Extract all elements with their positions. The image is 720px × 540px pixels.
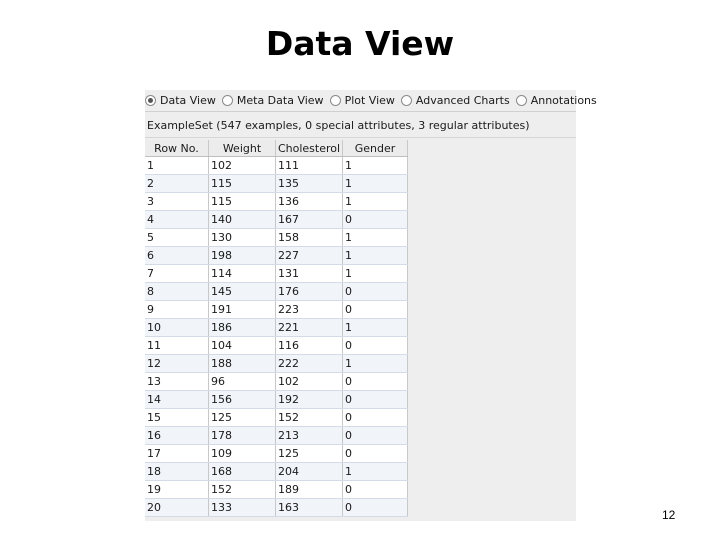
table-cell[interactable]: 1: [343, 229, 408, 247]
table-cell[interactable]: 221: [276, 319, 343, 337]
slide-title: Data View: [265, 24, 455, 63]
table-cell[interactable]: 0: [343, 481, 408, 499]
table-cell[interactable]: 19: [145, 481, 209, 499]
table-row[interactable]: [145, 229, 408, 247]
column-header-weight[interactable]: Weight: [209, 140, 276, 157]
table-cell[interactable]: 9: [145, 301, 209, 319]
table-row[interactable]: [145, 283, 408, 301]
table-cell[interactable]: 213: [276, 427, 343, 445]
radio-unselected-icon[interactable]: [401, 95, 412, 106]
table-cell[interactable]: 188: [209, 355, 276, 373]
table-cell[interactable]: 130: [209, 229, 276, 247]
table-cell[interactable]: 115: [209, 193, 276, 211]
table-cell[interactable]: 109: [209, 445, 276, 463]
table-row[interactable]: [145, 157, 408, 175]
table-row[interactable]: [145, 265, 408, 283]
table-cell[interactable]: 114: [209, 265, 276, 283]
table-cell[interactable]: 191: [209, 301, 276, 319]
table-row[interactable]: [145, 481, 408, 499]
table-row[interactable]: [145, 175, 408, 193]
table-cell[interactable]: 0: [343, 499, 408, 517]
table-cell[interactable]: 18: [145, 463, 209, 481]
table-row[interactable]: [145, 301, 408, 319]
table-header-row: [145, 140, 408, 157]
table-cell[interactable]: 111: [276, 157, 343, 175]
table-row[interactable]: [145, 391, 408, 409]
table-cell[interactable]: 135: [276, 175, 343, 193]
table-cell[interactable]: 5: [145, 229, 209, 247]
table-cell[interactable]: 125: [276, 445, 343, 463]
column-header-cholesterol[interactable]: Cholesterol: [276, 140, 343, 157]
table-cell[interactable]: 1: [343, 463, 408, 481]
table-cell[interactable]: 152: [209, 481, 276, 499]
table-cell[interactable]: 186: [209, 319, 276, 337]
table-cell[interactable]: 140: [209, 211, 276, 229]
table-row[interactable]: [145, 427, 408, 445]
divider: [145, 137, 576, 138]
radio-label: Data View: [160, 93, 216, 107]
table-cell[interactable]: 116: [276, 337, 343, 355]
table-row[interactable]: [145, 337, 408, 355]
table-cell[interactable]: 152: [276, 409, 343, 427]
table-cell[interactable]: 0: [343, 373, 408, 391]
table-cell[interactable]: 227: [276, 247, 343, 265]
table-cell[interactable]: 12: [145, 355, 209, 373]
radio-unselected-icon[interactable]: [330, 95, 341, 106]
table-cell[interactable]: 158: [276, 229, 343, 247]
table-cell[interactable]: 0: [343, 445, 408, 463]
divider: [145, 111, 576, 112]
table-cell[interactable]: 136: [276, 193, 343, 211]
radio-data-view[interactable]: [145, 94, 216, 107]
radio-meta-data-view[interactable]: [222, 94, 324, 107]
table-row[interactable]: [145, 409, 408, 427]
table-cell[interactable]: 0: [343, 409, 408, 427]
radio-label: Meta Data View: [236, 93, 324, 107]
radio-label: Plot View: [344, 93, 395, 107]
table-row[interactable]: [145, 499, 408, 517]
table-cell[interactable]: 167: [276, 211, 343, 229]
table-cell[interactable]: 223: [276, 301, 343, 319]
table-row[interactable]: [145, 463, 408, 481]
table-cell[interactable]: 1: [343, 157, 408, 175]
table-row[interactable]: [145, 193, 408, 211]
page-number: 12: [662, 508, 676, 522]
radio-plot-view[interactable]: [330, 94, 395, 107]
table-row[interactable]: [145, 211, 408, 229]
table-cell[interactable]: 0: [343, 211, 408, 229]
table-cell[interactable]: 0: [343, 427, 408, 445]
table-cell[interactable]: 96: [209, 373, 276, 391]
table-cell[interactable]: 13: [145, 373, 209, 391]
radio-advanced-charts[interactable]: [401, 94, 510, 107]
table-cell[interactable]: 189: [276, 481, 343, 499]
table-cell[interactable]: 0: [343, 283, 408, 301]
table-cell[interactable]: 176: [276, 283, 343, 301]
view-selector: [145, 90, 597, 110]
table-row[interactable]: [145, 319, 408, 337]
example-set-info: ExampleSet (547 examples, 0 special attributes, 3 regular attributes): [147, 119, 530, 132]
table-cell[interactable]: 133: [209, 499, 276, 517]
table-cell[interactable]: 125: [209, 409, 276, 427]
table-cell[interactable]: 0: [343, 391, 408, 409]
table-cell[interactable]: 1: [343, 355, 408, 373]
table-cell[interactable]: 168: [209, 463, 276, 481]
table-cell[interactable]: 102: [209, 157, 276, 175]
table-cell[interactable]: 8: [145, 283, 209, 301]
table-cell[interactable]: 222: [276, 355, 343, 373]
table-cell[interactable]: 1: [343, 247, 408, 265]
table-row[interactable]: [145, 373, 408, 391]
table-cell[interactable]: 11: [145, 337, 209, 355]
table-cell[interactable]: 1: [343, 319, 408, 337]
table-cell[interactable]: 15: [145, 409, 209, 427]
radio-unselected-icon[interactable]: [516, 95, 527, 106]
table-cell[interactable]: 2: [145, 175, 209, 193]
table-cell[interactable]: 156: [209, 391, 276, 409]
table-cell[interactable]: 0: [343, 337, 408, 355]
radio-selected-icon[interactable]: [145, 95, 156, 106]
column-header-gender[interactable]: Gender: [343, 140, 408, 157]
table-cell[interactable]: 1: [145, 157, 209, 175]
table-cell[interactable]: 115: [209, 175, 276, 193]
table-cell[interactable]: 145: [209, 283, 276, 301]
table-cell[interactable]: 3: [145, 193, 209, 211]
radio-label: Advanced Charts: [415, 93, 510, 107]
table-row[interactable]: [145, 445, 408, 463]
table-cell[interactable]: 1: [343, 175, 408, 193]
table-cell[interactable]: 163: [276, 499, 343, 517]
table-cell[interactable]: 7: [145, 265, 209, 283]
table-cell[interactable]: 192: [276, 391, 343, 409]
radio-label: Annotations: [530, 93, 597, 107]
table-cell[interactable]: 10: [145, 319, 209, 337]
table-cell[interactable]: 14: [145, 391, 209, 409]
table-cell[interactable]: 178: [209, 427, 276, 445]
table-row[interactable]: [145, 247, 408, 265]
table-cell[interactable]: 17: [145, 445, 209, 463]
table-cell[interactable]: 6: [145, 247, 209, 265]
radio-annotations[interactable]: [516, 94, 597, 107]
table-cell[interactable]: 102: [276, 373, 343, 391]
table-cell[interactable]: 4: [145, 211, 209, 229]
table-cell[interactable]: 204: [276, 463, 343, 481]
data-view-screenshot: [145, 90, 597, 521]
table-cell[interactable]: 104: [209, 337, 276, 355]
table-cell[interactable]: 1: [343, 265, 408, 283]
radio-unselected-icon[interactable]: [222, 95, 233, 106]
table-row[interactable]: [145, 355, 408, 373]
table-cell[interactable]: 16: [145, 427, 209, 445]
table-cell[interactable]: 1: [343, 193, 408, 211]
table-cell[interactable]: 198: [209, 247, 276, 265]
table-cell[interactable]: 20: [145, 499, 209, 517]
column-header-row-no[interactable]: Row No.: [145, 140, 209, 157]
table-cell[interactable]: 131: [276, 265, 343, 283]
data-table: [145, 140, 408, 517]
table-cell[interactable]: 0: [343, 301, 408, 319]
